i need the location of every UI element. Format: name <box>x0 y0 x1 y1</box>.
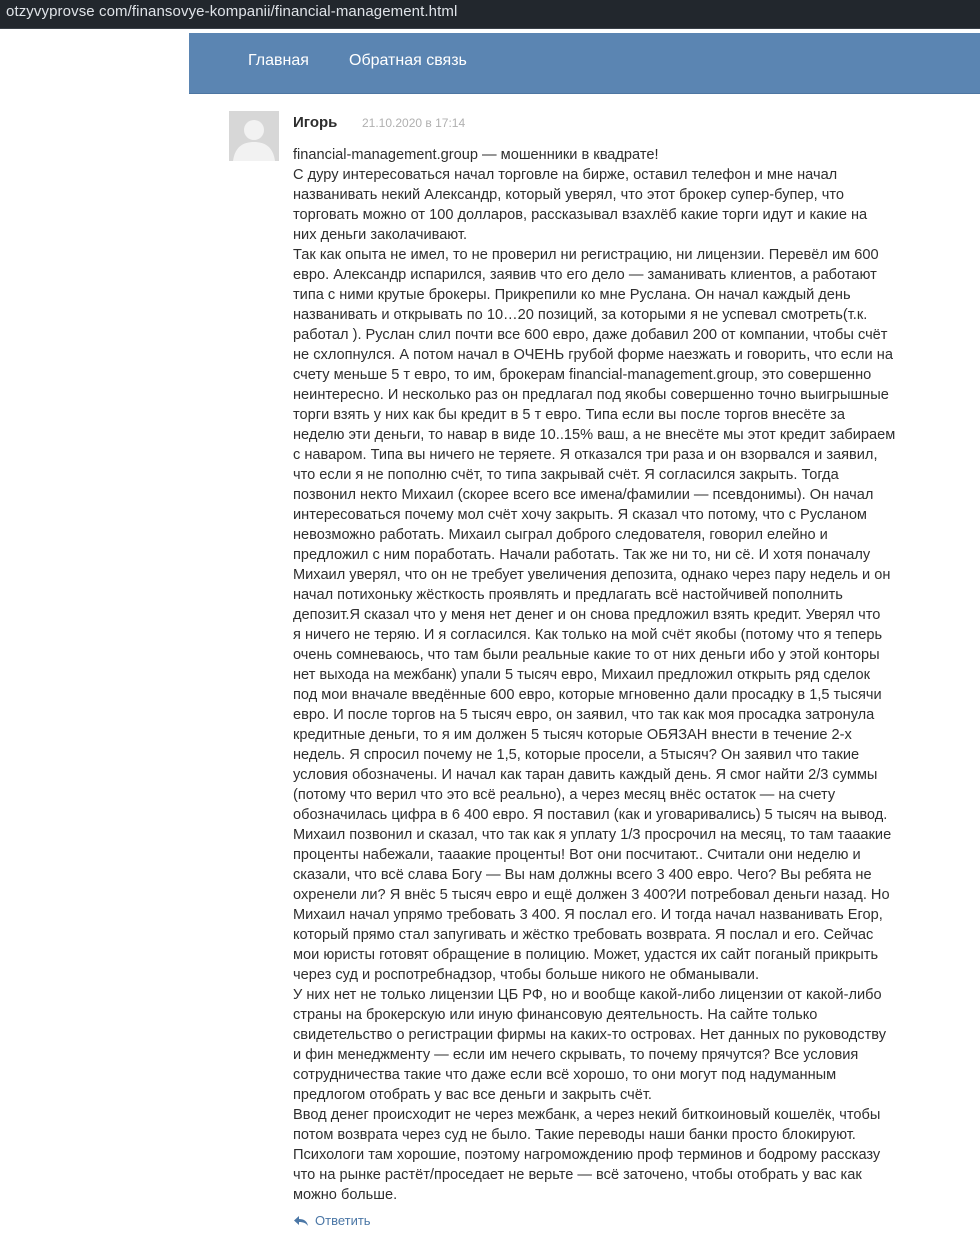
comment-author[interactable]: Игорь <box>293 114 338 131</box>
comment-line: под мои вначале введённые 600 евро, которые мгновенно дали просадку в 1,5 тысячи <box>293 687 882 703</box>
comment-line: предлогом отобрать у вас все деньги и закрыть счёт. <box>293 1087 652 1103</box>
avatar <box>229 111 279 161</box>
comment-line: позвонил некто Михаил (скорее всего все имена/фамилии — псевдонимы). Он начал <box>293 487 874 503</box>
site-navbar <box>189 33 980 94</box>
comment-line: проценты набежали, тааакие проценты! Вот они посчитают.. Считали они неделю и <box>293 847 861 863</box>
comment-line: сказали, что всё слава Богу — Вы нам должны всего 3 400 евро. Чего? Вы ребята не <box>293 867 872 883</box>
comment-line: условия обозначены. И начал как таран давить каждый день. Я смог найти 2/3 суммы <box>293 767 878 783</box>
url-text[interactable]: otzyvyprovse com/finansovye-kompanii/financial-management.html <box>6 3 458 20</box>
user-silhouette-icon <box>229 111 279 161</box>
comment-line: невозможно работать. Михаил сыграл доброго следователя, говорил елейно и <box>293 527 828 543</box>
comment-line: евро. Александр испарился, заявив что его дело — заманивать клиентов, а работают <box>293 267 877 283</box>
comment-line: мои юристы готовят обращение в полицию. Может, удастся их сайт поганый прикрыть <box>293 947 879 963</box>
comment-line: названивать и открывать по 10…20 позиций, за которыми я не успевал смотреть(т.к. <box>293 307 868 323</box>
comment-line: (потому что верил что это всё реально), а через месяц внёс остаток — на счету <box>293 787 836 803</box>
nav-item-home[interactable]: Главная <box>248 52 309 69</box>
comment-line: типа с ними крутые брокеры. Прикрепили ко мне Руслана. Он начал каждый день <box>293 287 851 303</box>
nav-item-feedback[interactable]: Обратная связь <box>349 52 467 69</box>
comment-line: не схлопнулся. А потом начал в ОЧЕНЬ грубой форме наезжать и говорить, что если на <box>293 347 893 363</box>
reply-button[interactable] <box>293 1213 371 1228</box>
comment-date[interactable]: 21.10.2020 в 17:14 <box>362 116 466 130</box>
comment-line: Так как опыта не имел, то не проверил ни регистрацию, ни лицензии. Перевёл им 600 <box>293 247 879 263</box>
reply-arrow-icon <box>293 1215 309 1227</box>
reply-label[interactable]: Ответить <box>315 1213 371 1228</box>
comment-line: что если я не пополню счёт, то типа закрывай счёт. Я согласился закрыть. Тогда <box>293 467 839 483</box>
comment-line: торги взять у них как бы кредит в 5 т евро. Типа если вы после торгов внесёте за <box>293 407 845 423</box>
comment-line: интересоваться почему мол счёт хочу закрыть. Я сказал что потому, что с Русланом <box>293 507 867 523</box>
comment-line: я ничего не теряю. И я согласился. Как только на мой счёт якобы (потому что я теперь <box>293 627 883 643</box>
comment-line: свидетельство о регистрации фирмы на каких-то островах. Нет данных по руководству <box>293 1027 886 1043</box>
comment-line: и фин менеджменту — если им нечего скрывать, то почему прячутся? Все условия <box>293 1047 859 1063</box>
comment-line: можно больше. <box>293 1187 398 1203</box>
comment-line: торговать можно от 100 долларов, рассказывал взахлёб какие торги идут и какие на <box>293 207 868 223</box>
comment-body <box>293 145 943 1205</box>
comment-line: страны на брокерскую или иную финансовую деятельность. На сайте только <box>293 1007 818 1023</box>
comment-line: кредитные деньги, то я им должен 5 тысяч которые ОБЯЗАН внести в течение 2-х <box>293 727 852 743</box>
comment-line: с наваром. Типа вы ничего не теряете. Я отказался три раза и он взорвался и заявил, <box>293 447 878 463</box>
comment-line: евро. И после торгов на 5 тысяч евро, он заявил, что так как моя просадка затронула <box>293 707 875 723</box>
comment-line: У них нет не только лицензии ЦБ РФ, но и вообще какой-либо лицензии от какой-либо <box>293 987 882 1003</box>
comment-line: financial-management.group — мошенники в квадрате! <box>293 147 659 163</box>
comment-line: С дуру интересоваться начал торговле на бирже, оставил телефон и мне начал <box>293 167 838 183</box>
comment-line: Михаил уверял, что он не требует увеличения депозита, однако через пару недель и он <box>293 567 891 583</box>
comment-line: недель. Я спросил почему не 1,5, которые просели, а 5тысяч? Он заявил что такие <box>293 747 860 763</box>
comment-line: Михаил позвонил и сказал, что так как я уплату 1/3 просрочил на месяц, то там тааакие <box>293 827 892 843</box>
comment-line: названивать некий Александр, который уверял, что этот брокер супер-бупер, что <box>293 187 844 203</box>
comment-line: сотрудничества такие что даже если всё хорошо, то они могут под надуманным <box>293 1067 837 1083</box>
comment-line: работал ). Руслан слил почти все 600 евро, даже добавил 200 от компании, чтобы счёт <box>293 327 888 343</box>
comment-line: потом возврата через суд не было. Такие переводы наши банки просто блокируют. <box>293 1127 856 1143</box>
comment-line: счету меньше 5 т евро, то им, брокерам financial-management.group, это совершенно <box>293 367 872 383</box>
comment-line: Михаил начал упрямо требовать 3 400. Я послал его. И тогда начал названивать Егор, <box>293 907 883 923</box>
browser-address-bar[interactable] <box>0 0 980 29</box>
comment-line: нет выхода на межбанк) упали 5 тысяч евро, Михаил предложил открыть ряд сделок <box>293 667 870 683</box>
comment-line: Ввод денег происходит не через межбанк, а через некий биткоиновый кошелёк, чтобы <box>293 1107 881 1123</box>
comment-line: охренели ли? Я внёс 5 тысяч евро и ещё должен 3 400?И потребовал деньги назад. Но <box>293 887 890 903</box>
comment-line: очень сомневаюсь, что там были реальные какие то от них деньги ибо у этой конторы <box>293 647 880 663</box>
comment-line: Психологи там хорошие, поэтому нагромождению проф терминов и бодрому рассказу <box>293 1147 881 1163</box>
comment-line: начал потихоньку жёсткость проявлять и предлагать всё настойчивей пополнить <box>293 587 843 603</box>
comment-line: что на рынке растёт/проседает не верьте — всё заточено, чтобы отобрать у вас как <box>293 1167 862 1183</box>
comment-line: депозит.Я сказал что у меня нет денег и он снова предложил взять кредит. Уверял что <box>293 607 881 623</box>
comment-line: предложил с ним поработать. Начали работать. Так же ни то, ни сё. И хотя поначалу <box>293 547 871 563</box>
comment-line: неинтересно. И несколько раз он предлагал под якобы совершенно точно выигрышные <box>293 387 889 403</box>
comment-line: обозначилась цифра в 6 400 евро. Я поставил (как и уговаривались) 5 тысяч на вывод. <box>293 807 888 823</box>
comment-line: них деньги заколачивают. <box>293 227 468 243</box>
comment-line: который прямо стал запугивать и жёстко требовать возврата. Я послал и его. Сейчас <box>293 927 874 943</box>
comment-line: неделю эти деньги, то навар в виде 10..15% ваш, а не внесёте мы этот кредит забираем <box>293 427 896 443</box>
comment-line: через суд и роспотребнадзор, чтобы больше никого не обманывали. <box>293 967 760 983</box>
